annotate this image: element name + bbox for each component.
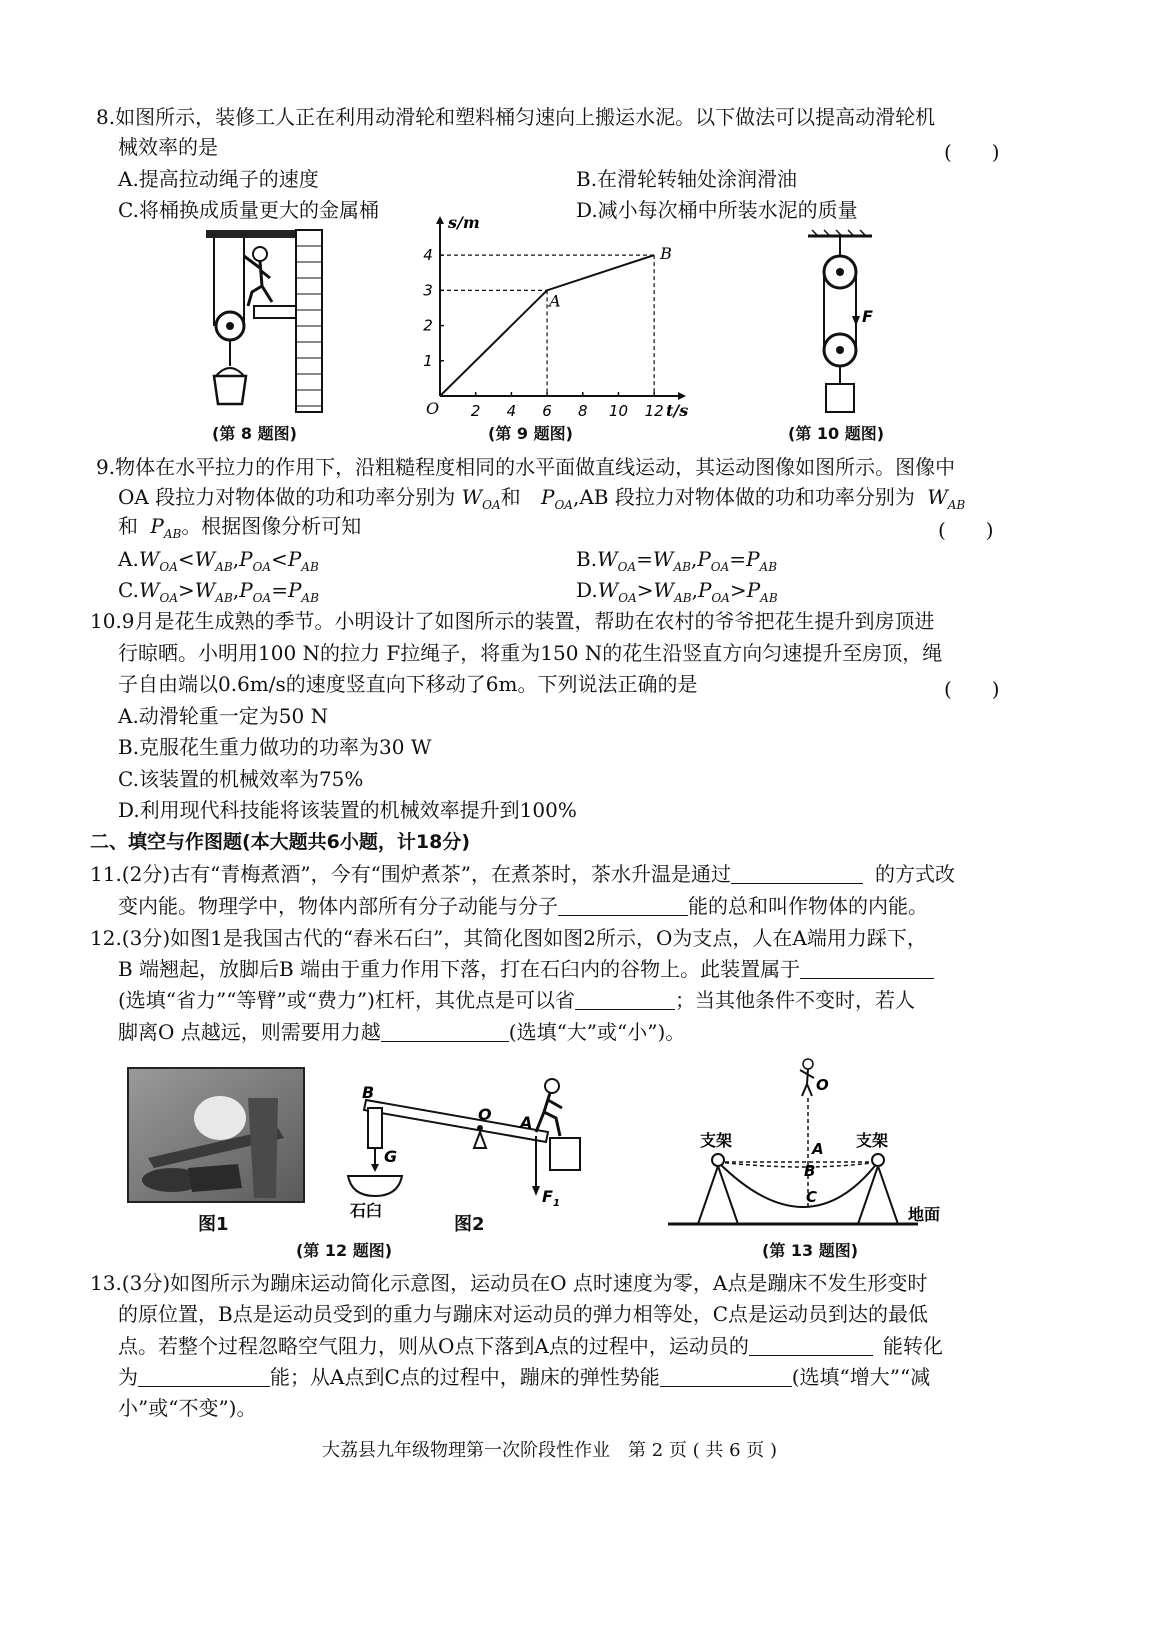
q9-line2-c: ,AB 段拉力对物体做的功和功率分别为 [572,485,915,509]
y-tick-label: 2 [423,316,433,335]
q9-line2-b: 和 [500,485,521,509]
fig12-label-b: B [362,1083,375,1102]
fig9-s-t-graph [410,213,689,424]
q9-line2-a: OA 段拉力对物体做的功和功率分别为 [118,485,456,509]
fig12-label-a: A [520,1113,533,1132]
fig10-force-label: F [862,307,873,326]
q10-line1: 10.9月是花生成熟的季节。小明设计了如图所示的装置，帮助在农村的爷爷把花生提升到房顶进 [90,609,935,633]
q10-option-a: A.动滑轮重一定为50 N [118,704,329,728]
x-axis-arrow [678,392,686,400]
q9-line3: 和 $P_{AB}$。根据图像分析可知 [118,514,362,541]
q13-line1: 13.(3分)如图所示为蹦床运动简化示意图，运动员在O 点时速度为零，A点是蹦床不发生形变时 [90,1271,928,1295]
q11-line2: 变内能。物理学中，物体内部所有分子动能与分子 能的总和叫作物体的内能。 [118,894,928,918]
fig12-label-f1: $F_1$ [542,1187,560,1209]
q10-answer-paren: ( ) [944,677,1000,701]
q9-line3-a: 和 [118,514,138,538]
q10-line2: 行晾晒。小明用100 N的拉力 F拉绳子，将重为150 N的花生沿竖直方向匀速提升至房顶，绳 [118,641,943,665]
section2-heading: 二、填空与作图题(本大题共6小题，计18分) [90,831,471,853]
q8-line1: 8.如图所示，装修工人正在利用动滑轮和塑料桶匀速向上搬运水泥。以下做法可以提高动滑轮机 [96,105,936,129]
fig12-label-o: O [478,1105,492,1124]
fig13-label-c: C [806,1188,818,1206]
fig13-label-a: A [812,1140,824,1158]
x-tick-label: 4 [506,402,517,420]
x-tick-label: 8 [577,402,588,420]
fig10-caption: (第 10 题图) [788,424,885,443]
x-tick-label: 6 [542,402,552,420]
q8-option-d: D.减小每次桶中所装水泥的质量 [576,198,858,222]
point-label-a: A [549,291,561,311]
q10-option-c: C.该装置的机械效率为75% [118,767,364,791]
q13-blank-3[interactable] [660,1366,792,1387]
q12-line3: (选填“省力”“等臂”或“费力”)杠杆，其优点是可以省 ；当其他条件不变时，若人 [118,988,915,1012]
origin-label: O [426,399,440,418]
fig8-pulley-diagram [200,226,330,416]
q13-line4: 为 能；从A点到C点的过程中，蹦床的弹性势能 (选填“增大”“减 [118,1365,931,1389]
y-tick-label: 1 [423,351,433,370]
q12-line1: 12.(3分)如图1是我国古代的“舂米石臼”，其简化图如图2所示，O为支点，人在A端用力踩下， [90,926,927,950]
q8-option-a: A.提高拉动绳子的速度 [118,167,319,191]
fig13-caption: (第 13 题图) [762,1241,859,1260]
fig13-label-support-right: 支架 [856,1131,889,1150]
fig12-label-g: G [384,1147,398,1166]
q12-line4: 脚离O 点越远，则需要用力越 (选填“大”或“小”)。 [118,1020,686,1044]
y-axis-label: s/m [448,213,480,232]
fig12-2-label: 图2 [454,1214,485,1235]
q12-blank-3[interactable] [381,1021,509,1042]
fig12-caption: (第 12 题图) [296,1241,393,1260]
q11-blank-2[interactable] [558,895,688,916]
x-tick-label: 10 [608,402,629,420]
q10-option-b: B.克服花生重力做功的功率为30 W [118,735,432,759]
fig12-lever-diagram [340,1072,590,1220]
q13-line3: 点。若整个过程忽略空气阻力，则从O点下落到A点的过程中，运动员的 能转化 [118,1334,943,1358]
q10-line3: 子自由端以0.6m/s的速度竖直向下移动了6m。下列说法正确的是 [118,672,698,696]
x-axis-label: t/s [666,401,689,420]
q12-blank-2[interactable] [575,989,675,1010]
q10-option-d: D.利用现代科技能将该装置的机械效率提升到100% [118,798,577,822]
q9-line2: OA 段拉力对物体做的功和功率分别为 $W_{OA}$和 $P_{OA},AB$ 段拉力对物体做的功和功率分别为 $W_{AB}$ [118,485,966,512]
fig10-pulley-block [792,230,892,420]
q8-option-c: C.将桶换成质量更大的金属桶 [118,198,379,222]
q9-option-d: $D.W_{OA}>W_{AB},P_{OA}>P_{AB}$ [576,578,778,605]
q8-option-b: B.在滑轮转轴处涂润滑油 [576,167,798,191]
q13-line2: 的原位置，B点是运动员受到的重力与蹦床对运动员的弹力相等处，C点是运动员到达的最低 [118,1302,928,1326]
y-tick-label: 3 [423,281,433,300]
q13-blank-2[interactable] [138,1366,270,1387]
point-label-b: B [660,244,672,264]
q11-blank-1[interactable] [731,863,863,884]
fig9-caption: (第 9 题图) [488,424,573,443]
fig13-label-ground: 地面 [908,1205,941,1224]
x-tick-label: 2 [470,402,481,420]
x-tick-label: 12 [644,402,664,420]
page-footer: 大荔县九年级物理第一次阶段性作业 第 2 页 ( 共 6 页 ) [322,1440,777,1461]
fig8-caption: (第 8 题图) [212,424,297,443]
q13-blank-1[interactable] [749,1335,873,1356]
q9-option-b: $B.W_{OA}=W_{AB},P_{OA}=P_{AB}$ [576,547,778,574]
fig13-trampoline-diagram [668,1056,958,1231]
q8-line2: 械效率的是 [118,135,218,159]
q9-line3-b: 。根据图像分析可知 [181,514,362,538]
y-tick-label: 4 [423,246,433,265]
q8-answer-paren: ( ) [944,140,1000,164]
q9-line1: 9.物体在水平拉力的作用下，沿粗糙程度相同的水平面做直线运动，其运动图像如图所示。图像中 [96,455,956,479]
q9-option-a: $A.W_{OA}<W_{AB},P_{OA}<P_{AB}$ [118,547,319,574]
fig13-label-b: B [804,1162,816,1180]
q9-answer-paren: ( ) [938,518,994,542]
q12-blank-1[interactable] [800,958,934,979]
y-axis-arrow [436,216,444,224]
fig13-label-o: O [816,1076,829,1094]
q13-line5: 小”或“不变”)。 [118,1396,257,1420]
q11-line1: 11.(2分)古有“青梅煮酒”，今有“围炉煮茶”，在煮茶时，茶水升温是通过 的方式改 [90,862,956,886]
q9-option-c: $C.W_{OA}>W_{AB},P_{OA}=P_{AB}$ [118,578,319,605]
fig13-label-support-left: 支架 [700,1131,733,1150]
q12-line2: B 端翘起，放脚后B 端由于重力作用下落，打在石臼内的谷物上。此装置属于 [118,956,934,982]
fig12-label-mortar: 石臼 [350,1201,383,1220]
fig12-photo-mortar [128,1068,304,1202]
fig12-1-label: 图1 [198,1214,229,1235]
